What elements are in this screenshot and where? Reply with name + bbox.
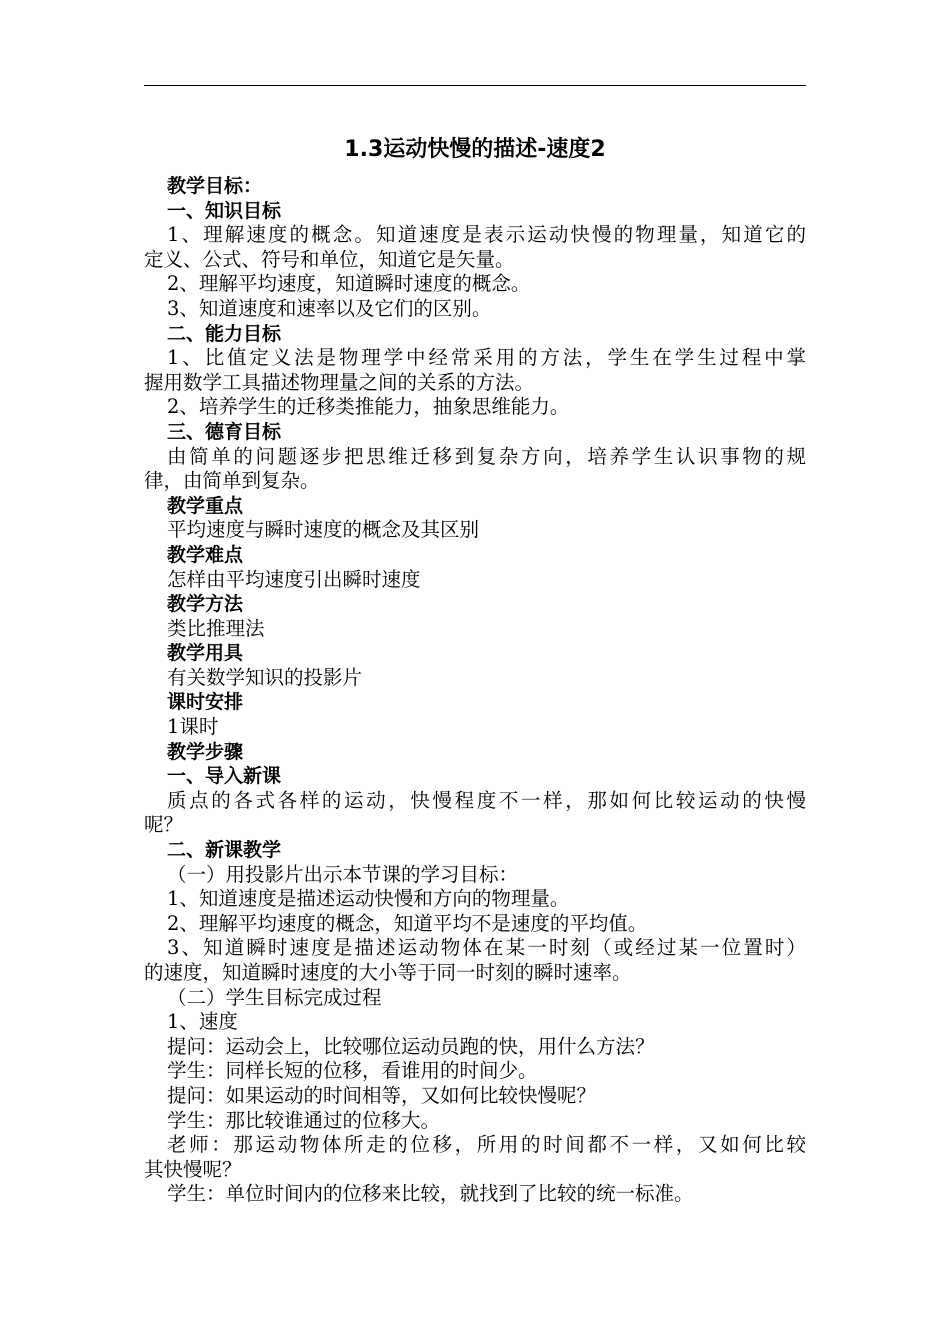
section-heading: 三、德育目标 xyxy=(167,420,282,443)
paragraph-line: 3、知道速度和速率以及它们的区别。 xyxy=(167,296,492,320)
paragraph-line: 学生：单位时间内的位移来比较，就找到了比较的统一标准。 xyxy=(167,1182,694,1206)
page-title: 1.3运动快慢的描述-速度2 xyxy=(344,137,606,162)
paragraph-line: 1、知道速度是描述运动快慢和方向的物理量。 xyxy=(167,887,570,911)
section-heading: 教学步骤 xyxy=(167,740,244,763)
section-heading: 教学方法 xyxy=(167,593,244,616)
paragraph-line: （一）用投影片出示本节课的学习目标： xyxy=(167,862,519,886)
paragraph-line: 学生：那比较谁通过的位移大。 xyxy=(167,1108,441,1132)
paragraph-line: 其快慢呢？ xyxy=(144,1157,242,1181)
paragraph-line: 1、比值定义法是物理学中经常采用的方法，学生在学生过程中掌 xyxy=(167,346,806,370)
section-heading: 课时安排 xyxy=(167,691,244,714)
paragraph-line: 有关数学知识的投影片 xyxy=(167,665,363,689)
paragraph-line: 呢？ xyxy=(144,813,184,837)
paragraph-line: 的速度，知道瞬时速度的大小等于同一时刻的瞬时速率。 xyxy=(144,961,632,984)
paragraph-line: 1课时 xyxy=(167,715,219,739)
section-heading: 二、能力目标 xyxy=(167,322,282,345)
paragraph-line: 提问：运动会上，比较哪位运动员跑的快，用什么方法？ xyxy=(167,1034,655,1058)
paragraph-line: 律，由简单到复杂。 xyxy=(144,469,320,493)
paragraph-line: （二）学生目标完成过程 xyxy=(167,985,382,1009)
paragraph-line: 2、理解平均速度，知道瞬时速度的概念。 xyxy=(167,272,531,296)
section-heading: 教学目标： xyxy=(167,175,263,197)
paragraph-line: 2、培养学生的迁移类推能力，抽象思维能力。 xyxy=(167,395,570,419)
paragraph-line: 2、理解平均速度的概念，知道平均不是速度的平均值。 xyxy=(167,911,648,935)
paragraph-line: 质点的各式各样的运动，快慢程度不一样，那如何比较运动的快慢 xyxy=(167,788,806,812)
section-heading: 一、知识目标 xyxy=(167,199,282,222)
paragraph-line: 学生：同样长短的位移，看谁用的时间少。 xyxy=(167,1059,538,1083)
paragraph-line: 1、速度 xyxy=(167,1010,238,1034)
paragraph-line: 1、理解速度的概念。知道速度是表示运动快慢的物理量，知道它的 xyxy=(167,223,806,247)
paragraph-line: 握用数学工具描述物理量之间的关系的方法。 xyxy=(144,370,535,394)
paragraph-line: 怎样由平均速度引出瞬时速度 xyxy=(167,567,421,591)
paragraph-line: 由简单的问题逐步把思维迁移到复杂方向，培养学生认识事物的规 xyxy=(167,444,806,468)
section-heading: 教学难点 xyxy=(167,543,244,566)
paragraph-line: 提问：如果运动的时间相等，又如何比较快慢呢？ xyxy=(167,1083,597,1107)
section-heading: 二、新课教学 xyxy=(167,839,282,862)
section-heading: 教学用具 xyxy=(167,642,244,665)
section-heading: 教学重点 xyxy=(167,494,244,517)
paragraph-line: 老师：那运动物体所走的位移，所用的时间都不一样，又如何比较 xyxy=(167,1133,806,1157)
document-body xyxy=(144,174,806,1207)
paragraph-line: 平均速度与瞬时速度的概念及其区别 xyxy=(167,518,480,542)
paragraph-line: 3、知道瞬时速度是描述运动物体在某一时刻（或经过某一位置时） xyxy=(167,936,806,960)
header-rule xyxy=(144,85,806,86)
paragraph-line: 类比推理法 xyxy=(167,616,265,640)
section-heading: 一、导入新课 xyxy=(167,765,282,788)
paragraph-line: 定义、公式、符号和单位，知道它是矢量。 xyxy=(144,247,515,271)
